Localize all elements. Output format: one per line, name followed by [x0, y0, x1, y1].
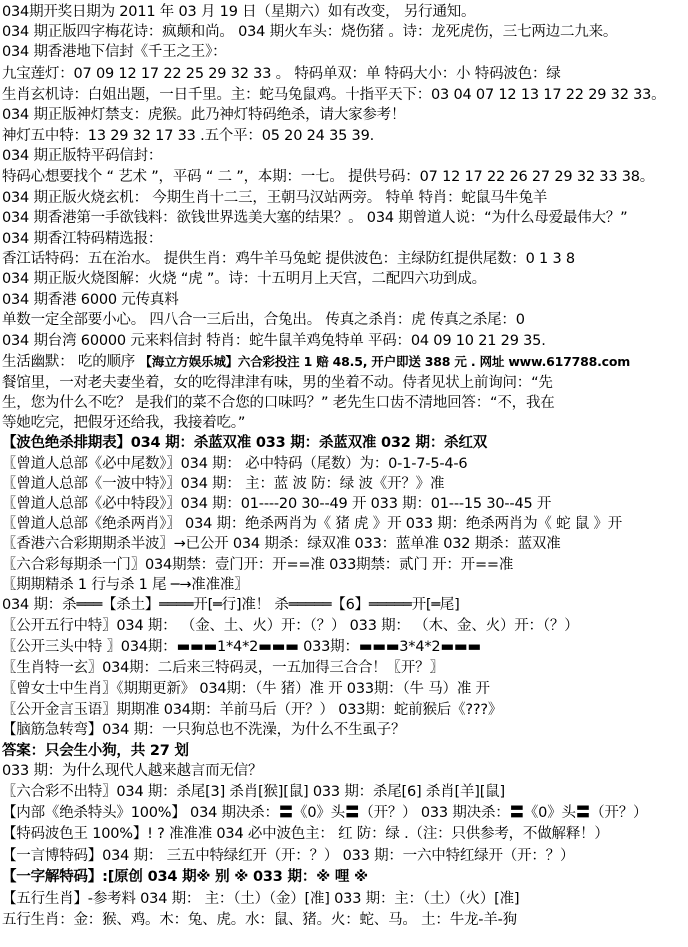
text-line: 034 期正版四字梅花诗：疯颠和尚。 034 期火车头：烧伤猪 。诗：龙死虎伤，三七两边二九来。: [2, 24, 618, 40]
text-line: 答案：只会生小狗，共 27 划: [2, 743, 189, 759]
text-line: 034 期正版火烧玄机： 今期生肖十二三，王朝马汉站两旁。 特单 特肖：蛇鼠马牛兔羊: [2, 190, 548, 206]
casino-ad-banner: 【海立方娱乐城】六合彩投注 1 赔 48.5, 开户即送 388 元 . 网址 www.617788.com: [139, 354, 631, 369]
text-line: 〖曾道人总部《绝杀两肖》〗 034 期：绝杀两肖为《 猪 虎 》开 033 期：绝杀两肖为《 蛇 鼠 》开: [2, 516, 623, 532]
text-line: 【脑筋急转弯】034 期：一只狗总也不洗澡，为什么不生虱子？: [2, 722, 406, 738]
text-line: 神灯五中特：13 29 32 17 33 .五个平：05 20 24 35 39.: [2, 128, 375, 144]
text-line: 〖公开金言玉语〗期期准 034期：羊前马后（开？） 033期：蛇前猴后《???》: [2, 702, 503, 718]
text-line: 香江话特码：五在治水。 提供生肖：鸡牛羊马兔蛇 提供波色：主绿防红提供尾数：0 1 3 8: [2, 251, 575, 267]
text-line: 〖期期精杀 1 行与杀 1 尾 ─→准准准〗: [2, 577, 249, 593]
text-line: 【波色绝杀排期表】034 期：杀蓝双准 033 期：杀蓝双准 032 期：杀红双: [2, 435, 488, 451]
text-line: 〖曾道人总部《一波中特》〗034 期： 主：蓝 波 防：绿 波《开？》准: [2, 476, 445, 492]
text-line: 〖生肖特一玄〗034期：二后来三特码灵，一五加得三合合！〖开？〗: [2, 660, 444, 676]
text-line: 034 期正版特平码信封：: [2, 148, 163, 164]
text-line: 单数一定全部要小心。 四八合一三后出，合兔出。 传真之杀肖：虎 传真之杀尾：0: [2, 312, 525, 328]
text-line: 034 期香江特码精选报：: [2, 231, 163, 247]
text-line: 〖公开五行中特〗034 期： （金、土、火）开：（？） 033 期： （木、金、火）开：（？）: [2, 618, 579, 634]
text-line: 034期开奖日期为 2011 年 03 月 19 日（星期六）如有改变， 另行通知。: [2, 4, 476, 20]
text-line: 034 期香港 6000 元传真料: [2, 292, 179, 308]
text-line: 【一字解特码】:[原创 034 期※ 别 ※ 033 期：※ 哩 ※: [2, 869, 368, 885]
text-line: 034 期香港地下信封《千王之王》：: [2, 44, 227, 60]
text-line: 【特码波色王 100%】! ? 准准准 034 必中波色主： 红 防：绿 .（注：只供参考，不做解释！）: [2, 826, 609, 842]
text-line: 034 期：杀═══【杀土】════开[═行]准！ 杀═════【6】═════开[═尾]: [2, 597, 460, 613]
text-line: 034 期台湾 60000 元来料信封 特肖：蛇牛鼠羊鸡兔特单 平码：04 09 10 21 29 35.: [2, 333, 546, 349]
text-line: 〖曾道人总部《必中尾数》〗034 期： 必中特码（尾数）为：0-1-7-5-4-6: [2, 456, 468, 472]
text-line: 餐馆里，一对老夫妻坐着，女的吃得津津有味，男的坐着不动。侍者见状上前询问：“先: [2, 375, 553, 391]
text-line: 〖六合彩每期杀一门〗034期禁：壹门开：开==准 033期禁：贰门 开：开==准: [2, 557, 514, 573]
text-line: 034 期香港第一手欲钱料：欲钱世界选美大塞的结果？。 034 期曾道人说：“为什么母爱最伟大？”: [2, 210, 628, 226]
text-line: 034 期正版火烧图解：火烧 “虎 ”。诗：十五明月上天宫，二配四六功到成。: [2, 271, 486, 287]
text-line: 【内部《绝杀特头》100%】 034 期决杀：〓《0》头〓（开？） 033 期决杀：〓《0》头〓（开？）: [2, 805, 648, 821]
text-line: 特码心想要找个 “ 艺术 ”，平码 “ 二 ”，本期：一七。 提供号码：07 12 17 22 26 27 29 32 33 38。: [2, 169, 655, 185]
text-line: 〖香港六合彩期期杀半波〗→已公开 034 期杀：绿双准 033：蓝单准 032 期杀：蓝双准: [2, 536, 561, 552]
humor-line: [2, 352, 686, 372]
text-line: 生肖玄机诗：白姐出题，一日千里。主：蛇马兔鼠鸡。十指平天下：03 04 07 12 13 17 22 29 32 33。: [2, 87, 666, 103]
text-line: 九宝莲灯：07 09 12 17 22 25 29 32 33 。 特码单双：单 特码大小：小 特码波色：绿: [2, 66, 561, 82]
text-line: 生，您为什么不吃？ 是我们的菜不合您的口味吗？” 老先生口齿不清地回答：“不，我在: [2, 395, 555, 411]
text-line: 〖六合彩不出特〗034 期：杀尾[3] 杀肖[猴][鼠] 033 期：杀尾[6] 杀肖[羊][鼠]: [2, 784, 505, 800]
text-line: 等她吃完，把假牙还给我，我接着吃。”: [2, 415, 246, 431]
text-line: 033 期：为什么现代人越来越言而无信？: [2, 763, 263, 779]
humor-prefix: 生活幽默： 吃的顺序: [2, 354, 140, 370]
text-line: 〖公开三头中特 〗034期：▬▬▬1*4*2▬▬▬ 033期：▬▬▬3*4*2▬▬▬: [2, 639, 481, 655]
text-line: 034 期正版神灯禁支：虎猴。此乃神灯特码绝杀，请大家参考！: [2, 107, 406, 123]
text-line: 〖曾女士中生肖〗《期期更新》 034期：（牛 猪）准 开 033期：（牛 马）准 开: [2, 681, 490, 697]
text-line: 〖曾道人总部《必中特段》〗034 期：01----20 30--49 开 033 期：01---15 30--45 开: [2, 496, 552, 512]
text-line: 五行生肖：金：猴、鸡。木：兔、虎。水：鼠、猪。火：蛇、马。 土：牛龙-羊-狗: [2, 912, 517, 928]
text-line: 【五行生肖】-参考料 034 期： 主：（土）（金）[准] 033 期：主：（土）（火）[准]: [2, 891, 520, 907]
text-line: 【一言博特码】034 期： 三五中特绿红开（开：？） 033 期：一六中特红绿开（开：？）: [2, 848, 575, 864]
